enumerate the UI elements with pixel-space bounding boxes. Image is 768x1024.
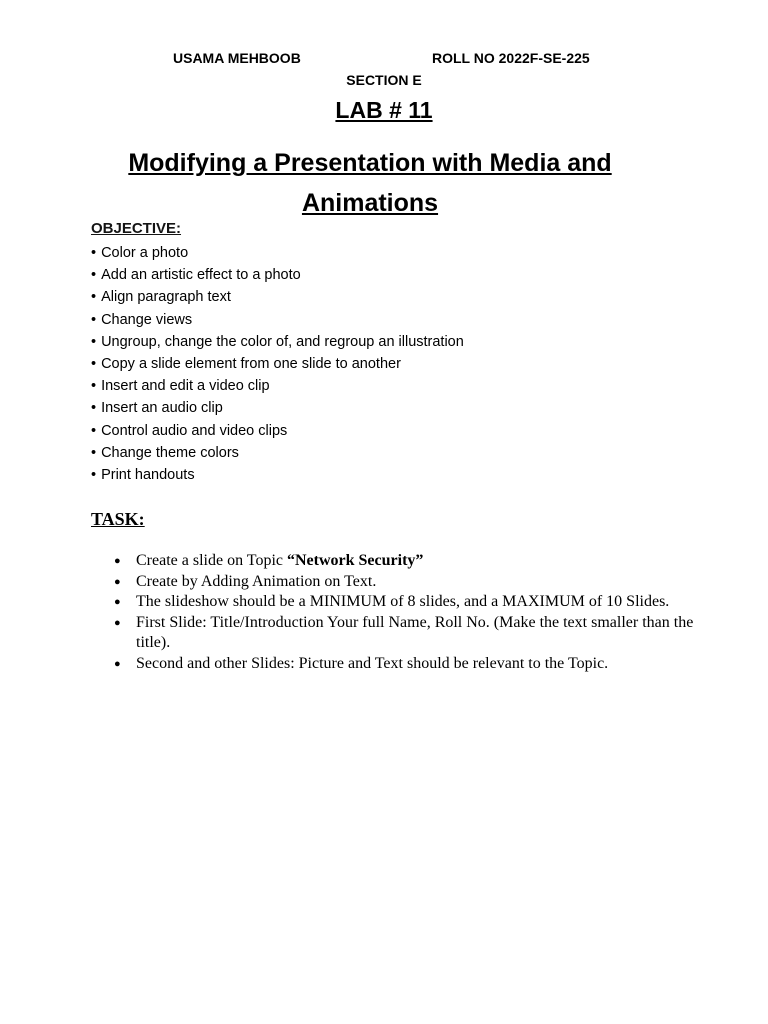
objective-item: • Change theme colors [91, 444, 239, 461]
bullet-icon: • [91, 467, 97, 484]
task-list [114, 551, 694, 675]
bullet-icon: • [91, 400, 97, 417]
task-heading: TASK: [91, 509, 145, 529]
objective-item: • Add an artistic effect to a photo [91, 267, 301, 284]
objective-item: • Color a photo [91, 245, 189, 261]
bullet-icon: ● [114, 555, 121, 567]
bullet-icon: ● [114, 575, 121, 588]
bullet-icon: ● [114, 596, 121, 609]
objective-item: • Print handouts [91, 467, 195, 484]
document-title-line-2: Animations [301, 189, 439, 217]
task-item: ● First Slide: Title/Introduction Your full Name, Roll No. (Make the text smaller than the title). [114, 613, 694, 652]
objective-list [91, 242, 464, 486]
bullet-icon: ● [114, 616, 121, 629]
bullet-icon: • [91, 422, 97, 439]
task-item: ● Second and other Slides: Picture and Text should be relevant to the Topic. [114, 654, 694, 675]
objective-item: • Align paragraph text [91, 289, 231, 306]
bullet-icon: ● [114, 657, 121, 670]
bullet-icon: • [91, 311, 97, 328]
student-name: USAMA MEHBOOB [173, 50, 301, 66]
objective-item: • Insert and edit a video clip [91, 378, 270, 395]
objective-item: • Change views [91, 311, 193, 328]
lab-title: LAB # 11 [335, 97, 433, 123]
task-item: ● The slideshow should be a MINIMUM of 8 slides, and a MAXIMUM of 10 Slides. [114, 592, 694, 613]
document-title-line-1: Modifying a Presentation with Media and [128, 149, 612, 177]
objective-item: • Insert an audio clip [91, 400, 223, 417]
document-title [90, 143, 650, 223]
bullet-icon: • [91, 378, 97, 395]
bullet-icon: • [91, 245, 97, 261]
objective-item: • Ungroup, change the color of, and regroup an illustration [91, 333, 464, 350]
bullet-icon: • [91, 356, 97, 373]
bullet-icon: • [91, 289, 97, 306]
objective-heading: OBJECTIVE: [91, 220, 182, 237]
section-label: SECTION E [346, 72, 422, 88]
bullet-icon: • [91, 267, 97, 284]
bullet-icon: • [91, 444, 97, 461]
objective-item: • Copy a slide element from one slide to another [91, 356, 401, 373]
bullet-icon: • [91, 333, 97, 350]
topic-name: “Network Security” [286, 552, 424, 569]
task-item: ● Create a slide on Topic “Network Security” [114, 551, 694, 572]
roll-number: ROLL NO 2022F-SE-225 [432, 50, 590, 66]
objective-item: • Control audio and video clips [91, 422, 288, 439]
header-line [0, 50, 768, 70]
task-item: ● Create by Adding Animation on Text. [114, 572, 694, 593]
